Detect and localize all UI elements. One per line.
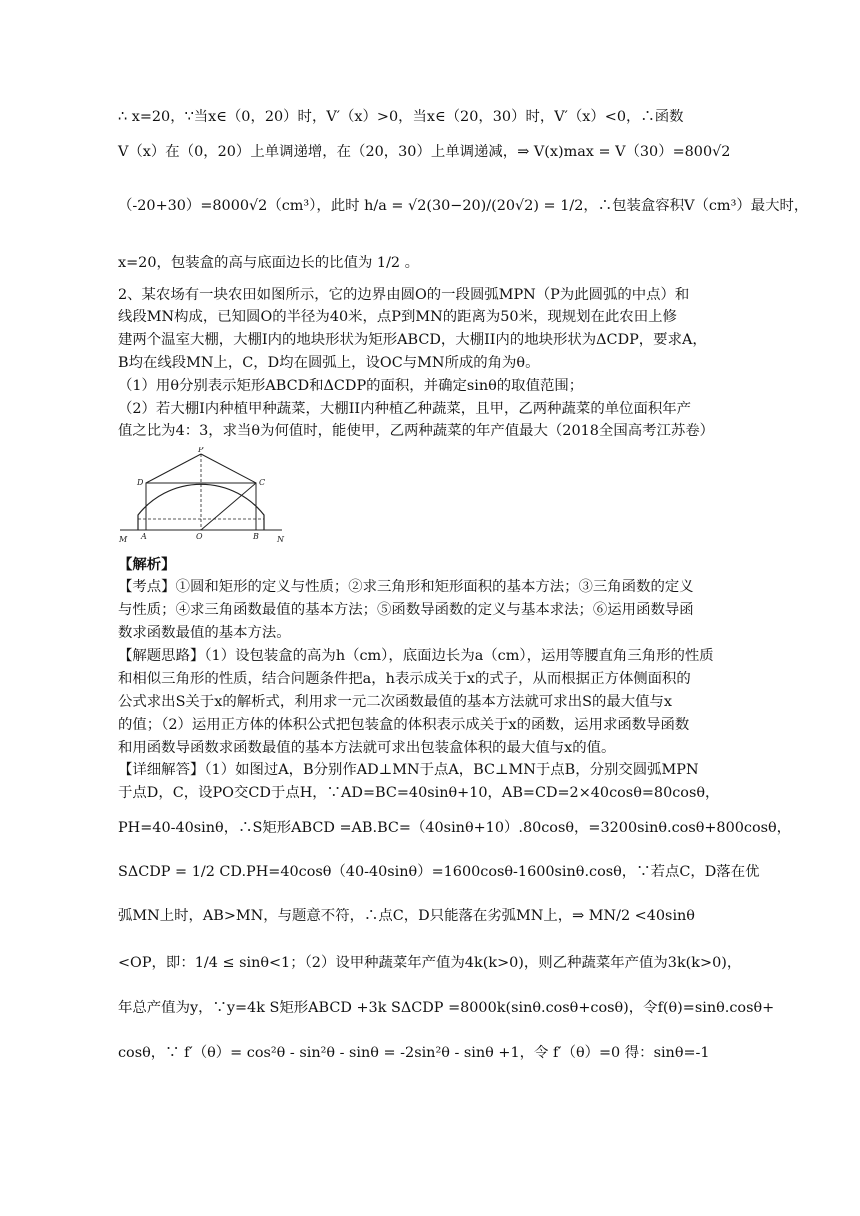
solution-line-6: <OP，即：1/4 ≤ sinθ<1；（2）设甲种蔬菜年产值为4k(k>0)，则乙种蔬菜年产值为3k(k>0)，: [118, 955, 742, 971]
label-a: A: [141, 532, 147, 541]
text-line-4: x=20，包装盒的高与底面边长的比值为 1/2 。: [118, 255, 420, 271]
approach-line-5: 和用函数导函数求函数最值的基本方法就可求出包装盒体积的最大值与x的值。: [118, 740, 616, 756]
problem-2-line-2: 线段MN构成，已知圆O的半径为40米，点P到MN的距离为50米，现规划在此农田上修: [118, 309, 677, 325]
text-line-3: （-20+30）=8000√2（cm³），此时 h/a = √2(30−20)/(20√2) = 1/2，∴包装盒容积V（cm³）最大时，: [118, 198, 809, 214]
question-1: （1）用θ分别表示矩形ABCD和ΔCDP的面积，并确定sinθ的取值范围；: [118, 378, 584, 394]
solution-line-7: 年总产值为y，∵y=4k S矩形ABCD +3k SΔCDP =8000k(sinθ.cosθ+cosθ)，令f(θ)=sinθ.cosθ+: [118, 1000, 775, 1016]
semicircle-figure: [116, 447, 286, 546]
approach-line-2: 和相似三角形的性质，结合问题条件把a，h表示成关于x的式子，从而根据正方体侧面积的: [118, 671, 691, 687]
approach-line-3: 公式求出S关于x的解析式，利用求一元二次函数最值的基本方法就可求出S的最大值与x: [118, 694, 673, 710]
kaodian-line-3: 数求函数最值的基本方法。: [118, 625, 291, 641]
segment-pc: [201, 454, 256, 483]
solution-line-3: PH=40-40sinθ，∴S矩形ABCD =AB.BC=（40sinθ+10）.80cosθ，=3200sinθ.cosθ+800cosθ，: [118, 820, 792, 836]
kaodian-line-2: 与性质；④求三角函数最值的基本方法；⑤函数导函数的定义与基本求法；⑥运用函数导函: [118, 602, 694, 618]
solution-line-8: cosθ，∵ f′（θ）= cos²θ - sin²θ - sinθ = -2sin²θ - sinθ +1，令 f′（θ）=0 得：sinθ=-1: [118, 1045, 710, 1061]
analysis-heading: 【解析】: [118, 556, 176, 573]
label-p: P: [198, 447, 204, 454]
problem-2-line-1: 2、某农场有一块农田如图所示，它的边界由圆O的一段圆弧MPN（P为此圆弧的中点）和: [118, 287, 690, 303]
problem-2-line-4: B均在线段MN上，C，D均在圆弧上，设OC与MN所成的角为θ。: [118, 355, 540, 371]
approach-line-4: 的值；（2）运用正方体的体积公式把包装盒的体积表示成关于x的函数，运用求函数导函数: [118, 717, 690, 733]
solution-line-2: 于点D，C，设PO交CD于点H，∵AD=BC=40sinθ+10，AB=CD=2×40cosθ=80cosθ，: [118, 785, 720, 801]
approach-line-1: 【解题思路】（1）设包装盒的高为h（cm），底面边长为a（cm），运用等腰直角三角形的性质: [118, 648, 714, 664]
label-c: C: [259, 478, 266, 487]
label-o: O: [196, 532, 203, 541]
question-2-line-1: （2）若大棚I内种植甲种蔬菜，大棚II内种植乙种蔬菜，且甲，乙两种蔬菜的单位面积年产: [118, 401, 692, 417]
solution-line-1: 【详细解答】（1）如图过A，B分别作AD⊥MN于点A，BC⊥MN于点B，分别交圆弧MPN: [118, 762, 699, 778]
solution-line-4: SΔCDP = 1/2 CD.PH=40cosθ（40-40sinθ）=1600cosθ-1600sinθ.cosθ，∵若点C，D落在优: [118, 864, 760, 880]
label-b: B: [253, 532, 259, 541]
text-line-1: ∴ x=20，∵当x∈（0，20）时，V′（x）>0，当x∈（20，30）时，V′（x）<0，∴函数: [118, 109, 684, 125]
problem-2-line-3: 建两个温室大棚，大棚I内的地块形状为矩形ABCD，大棚II内的地块形状为ΔCDP，要求A，: [118, 332, 707, 348]
label-d: D: [137, 478, 144, 487]
label-n: N: [277, 535, 284, 544]
question-2-line-2: 值之比为4：3，求当θ为何值时，能使甲，乙两种蔬菜的年产值最大（2018全国高考江苏卷）: [118, 423, 715, 439]
label-m: M: [119, 535, 128, 544]
segment-dp: [146, 454, 201, 483]
solution-line-5: 弧MN上时，AB>MN，与题意不符，∴点C，D只能落在劣弧MN上，⇒ MN/2 <40sinθ: [118, 908, 695, 924]
kaodian-line-1: 【考点】①圆和矩形的定义与性质；②求三角形和矩形面积的基本方法；③三角函数的定义: [118, 579, 694, 595]
segment-oc: [201, 483, 256, 530]
text-line-2: V（x）在（0，20）上单调递增，在（20，30）上单调递减，⇒ V(x)max = V（30）=800√2: [118, 144, 731, 160]
